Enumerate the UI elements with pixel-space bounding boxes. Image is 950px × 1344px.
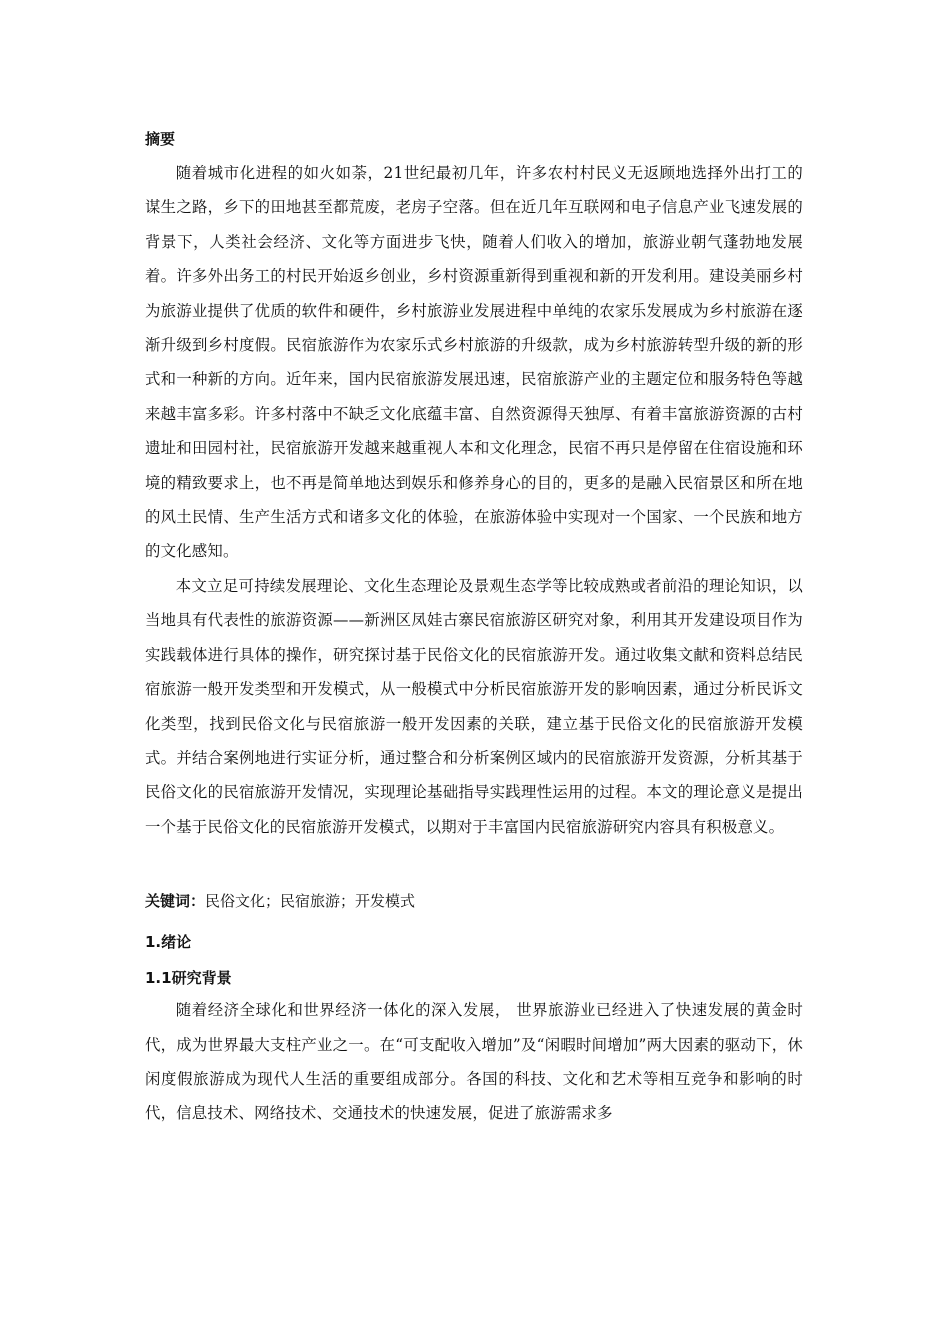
- abstract-paragraph-1: 随着城市化进程的如火如荼，21世纪最初几年，许多农村村民义无返顾地选择外出打工的谋生之路，乡下的田地甚至都荒废，老房子空落。但在近几年互联网和电子信息产业飞速发展的背景下，人类社会经济、文化等方面进步飞快，随着人们收入的增加，旅游业朝气蓬勃地发展着。许多外出务工的村民开始返乡创业，乡村资源重新得到重视和新的开发利用。建设美丽乡村为旅游业提供了优质的软件和硬件，乡村旅游业发展进程中单纯的农家乐发展成为乡村旅游在逐渐升级到乡村度假。民宿旅游作为农家乐式乡村旅游的升级款，成为乡村旅游转型升级的新的形式和一种新的方向。近年来，国内民宿旅游发展迅速，民宿旅游产业的主题定位和服务特色等越来越丰富多彩。许多村落中不缺乏文化底蕴丰富、自然资源得天独厚、有着丰富旅游资源的古村遗址和田园村社，民宿旅游开发越来越重视人本和文化理念，民宿不再只是停留在住宿设施和环境的精致要求上，也不再是简单地达到娱乐和修养身心的目的，更多的是融入民宿景区和所在地的风土民情、生产生活方式和诸多文化的体验，在旅游体验中实现对一个国家、一个民族和地方的文化感知。: [145, 164, 803, 561]
- section-1-1-paragraph: 随着经济全球化和世界经济一体化的深入发展， 世界旅游业已经进入了快速发展的黄金时代，成为世界最大支柱产业之一。在“可支配收入增加”及“闲暇时间增加”两大因素的驱动下，休闲度假旅游成为现代人生活的重要组成部分。各国的科技、文化和艺术等相互竞争和影响的时代，信息技术、网络技术、交通技术的快速发展，促进了旅游需求多: [145, 1001, 803, 1123]
- section-1-1-title: 1.1研究背景: [145, 969, 232, 988]
- keywords-line: [145, 888, 803, 914]
- document-page: [145, 126, 803, 1131]
- keywords-value: 民俗文化；民宿旅游；开发模式: [205, 892, 416, 911]
- section-1-title: 1.绪论: [145, 933, 192, 952]
- abstract-title: 摘要: [145, 130, 176, 148]
- keywords-label: 关键词：: [145, 892, 206, 911]
- abstract-paragraph-2: 本文立足可持续发展理论、文化生态理论及景观生态学等比较成熟或者前沿的理论知识，以当地具有代表性的旅游资源——新洲区凤娃古寨民宿旅游区研究对象，利用其开发建设项目作为实践载体进行具体的操作，研究探讨基于民俗文化的民宿旅游开发。通过收集文献和资料总结民宿旅游一般开发类型和开发模式，从一般模式中分析民宿旅游开发的影响因素，通过分析民诉文化类型，找到民俗文化与民宿旅游一般开发因素的关联，建立基于民俗文化的民宿旅游开发模式。并结合案例地进行实证分析，通过整合和分析案例区域内的民宿旅游开发资源，分析其基于民俗文化的民宿旅游开发情况，实现理论基础指导实践理性运用的过程。本文的理论意义是提出一个基于民俗文化的民宿旅游开发模式，以期对于丰富国内民宿旅游研究内容具有积极意义。: [145, 576, 803, 836]
